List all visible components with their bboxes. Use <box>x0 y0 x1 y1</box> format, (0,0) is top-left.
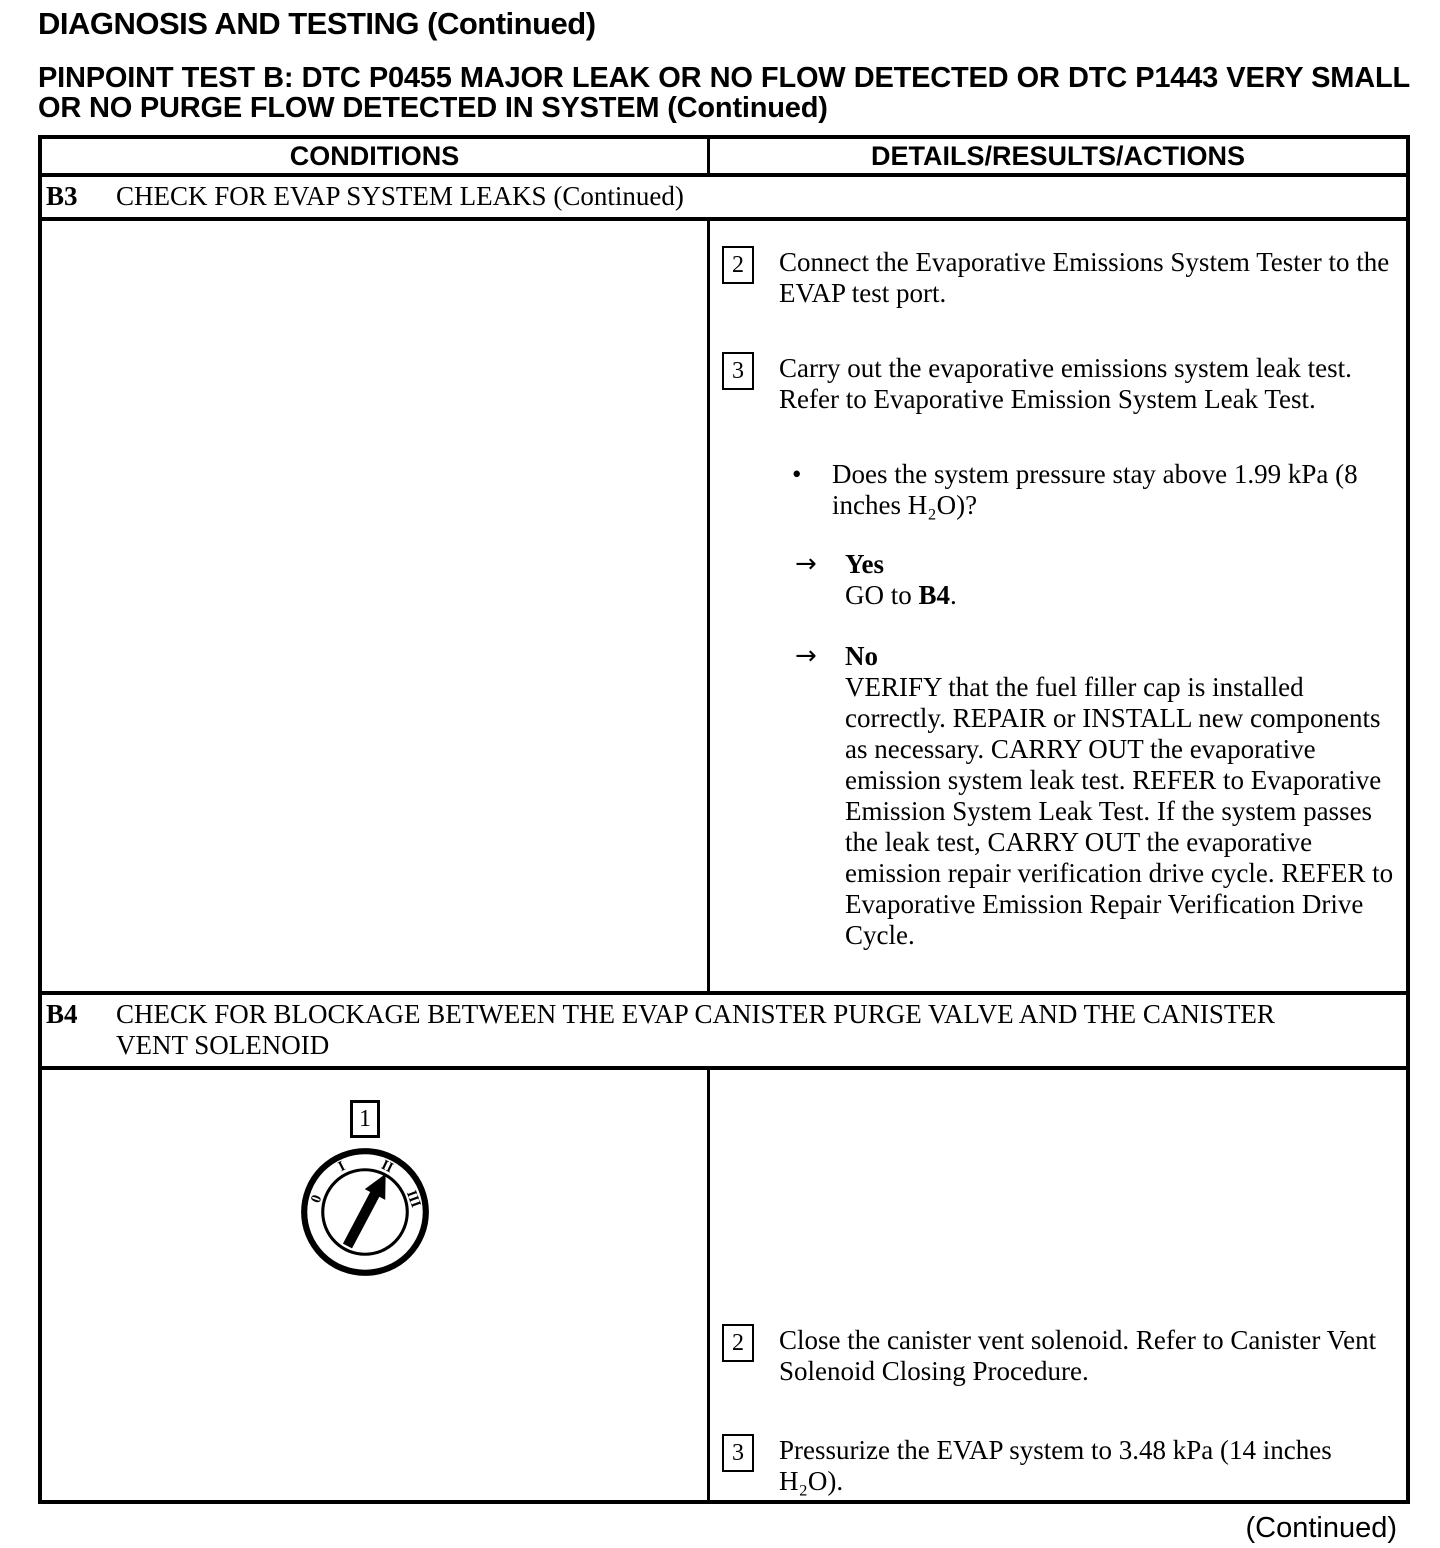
section-b3-header <box>42 177 1406 221</box>
result-yes-label: Yes <box>845 549 884 579</box>
pinpoint-test-table <box>38 135 1410 1504</box>
question-item <box>792 459 1396 521</box>
b3-details-cell <box>710 221 1406 991</box>
section-b3-title: CHECK FOR EVAP SYSTEM LEAKS (Continued) <box>116 181 684 211</box>
section-b4-label: B4 <box>46 999 78 1029</box>
result-item-yes <box>795 549 1396 611</box>
dial-label-i: I <box>335 1158 348 1176</box>
step-number-box <box>722 1324 754 1362</box>
result-yes-block <box>845 549 1396 611</box>
b3-conditions-cell <box>42 221 710 991</box>
bullet-icon: • <box>792 459 802 489</box>
continued-footer: (Continued) <box>1245 1512 1397 1544</box>
step-item <box>722 1325 1396 1387</box>
section-b3-body-row <box>42 221 1406 995</box>
step-text: Carry out the evaporative emissions system leak test. Refer to Evaporative Emission System Leak Test. <box>779 353 1352 414</box>
b4-details-cell <box>710 1070 1406 1500</box>
table-header-row <box>42 139 1406 177</box>
step-number-box <box>722 1434 754 1472</box>
step-number: 3 <box>732 358 744 384</box>
result-item-no <box>795 641 1396 951</box>
section-b4-body-row <box>42 1070 1406 1500</box>
key-position-arrow <box>347 1174 385 1246</box>
question-text: Does the system pressure stay above 1.99 kPa (8 inches H₂O)? <box>832 459 1358 520</box>
step-item <box>722 247 1396 309</box>
callout-number: 1 <box>359 1106 371 1132</box>
dial-label-0: 0 <box>307 1192 326 1206</box>
step-item <box>722 353 1396 415</box>
pinpoint-test-heading: PINPOINT TEST B: DTC P0455 MAJOR LEAK OR NO FLOW DETECTED OR DTC P1443 VERY SMALL OR NO PURGE FLOW DETECTED IN SYSTEM (Continued) <box>38 62 1410 124</box>
b4-conditions-cell <box>42 1070 710 1500</box>
arrow-icon: → <box>795 549 817 579</box>
section-b3-label: B3 <box>46 181 78 211</box>
step-text: Pressurize the EVAP system to 3.48 kPa (14 inches H₂O). <box>779 1435 1332 1496</box>
step-item <box>722 1435 1396 1497</box>
result-yes-action-pre: GO to <box>845 580 919 610</box>
result-no-block <box>845 641 1396 951</box>
step-number: 2 <box>732 252 744 278</box>
section-b4-title: CHECK FOR BLOCKAGE BETWEEN THE EVAP CANISTER PURGE VALVE AND THE CANISTER VENT SOLENOID <box>116 999 1275 1060</box>
details-column-header: DETAILS/RESULTS/ACTIONS <box>870 140 1245 171</box>
arrow-icon: → <box>795 641 817 671</box>
dial-label-iii: III <box>402 1188 424 1210</box>
callout-1-box <box>350 1100 380 1138</box>
step-text: Close the canister vent solenoid. Refer to Canister Vent Solenoid Closing Procedure. <box>779 1325 1377 1386</box>
result-no-label: No <box>845 641 878 671</box>
ignition-switch-icon <box>298 1145 432 1279</box>
result-no-action: VERIFY that the fuel filler cap is installed correctly. REPAIR or INSTALL new components as necessary. CARRY OUT the evaporative emission system leak test. REFER to Evaporative Emission System Leak Test. If the system passes the leak test, CARRY OUT the evaporative emission repair verification drive cycle. REFER to Evaporative Emission Repair Verification Drive Cycle. <box>845 672 1394 950</box>
step-number-box <box>722 246 754 284</box>
step-number: 3 <box>732 1440 744 1466</box>
dial-label-ii: II <box>378 1156 396 1177</box>
result-yes-action-post: . <box>950 580 957 610</box>
ignition-switch-figure <box>290 1100 440 1279</box>
step-number-box <box>722 352 754 390</box>
page-title: DIAGNOSIS AND TESTING (Continued) <box>38 6 596 41</box>
result-yes-action-target: B4 <box>918 580 951 610</box>
step-number: 2 <box>732 1330 744 1356</box>
result-yes-action <box>845 580 1396 611</box>
section-b4-header <box>42 995 1406 1070</box>
step-text: Connect the Evaporative Emissions System Tester to the EVAP test port. <box>779 247 1390 308</box>
conditions-column-header: CONDITIONS <box>42 139 710 173</box>
